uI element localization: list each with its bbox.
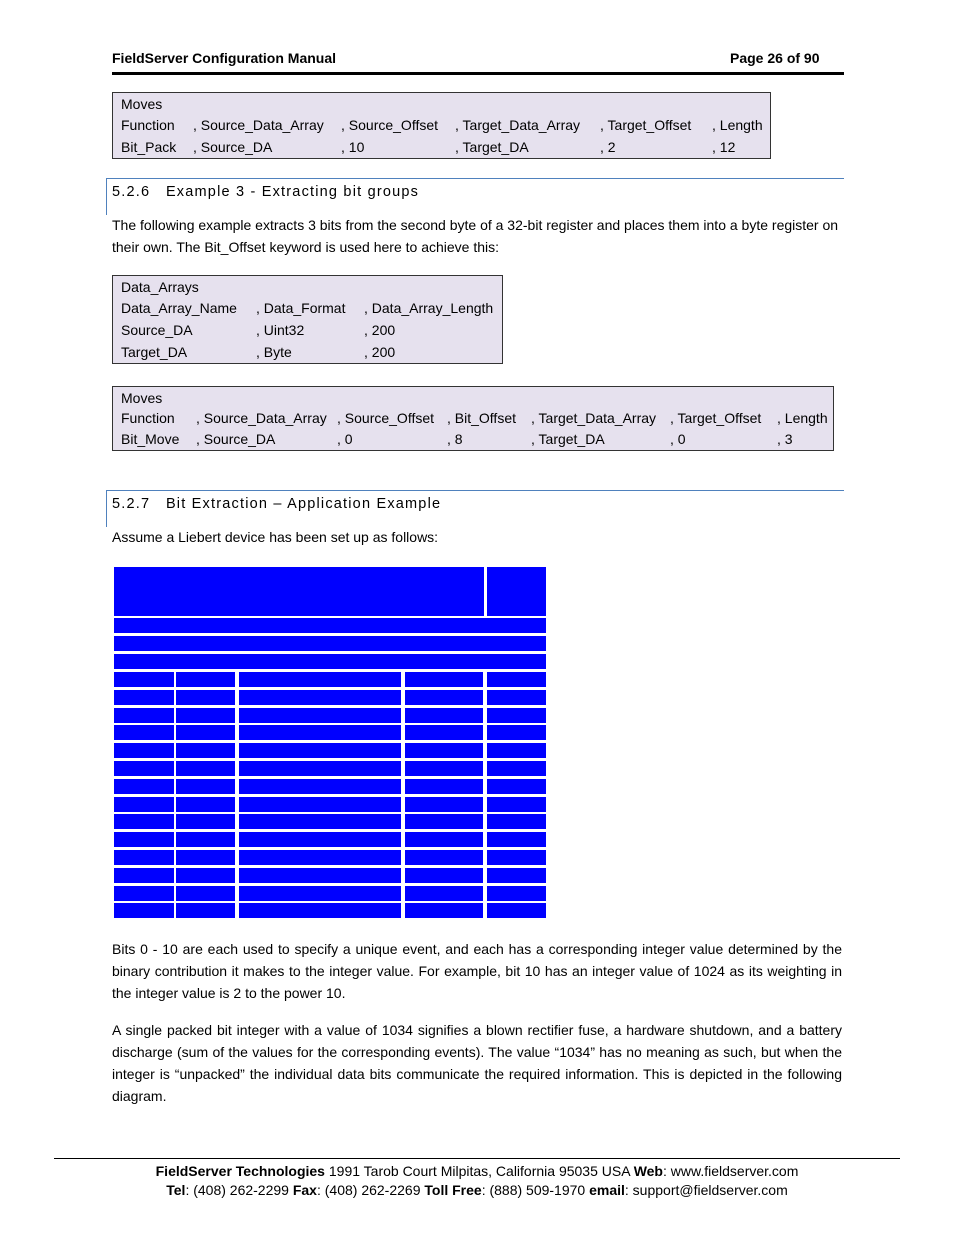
header-cell: , Source_Offset bbox=[341, 117, 439, 133]
table-cell bbox=[114, 850, 174, 865]
data-cell: , Target_DA bbox=[531, 431, 605, 447]
section-526-text: The following example extracts 3 bits from the second byte of a 32-bit register and places them into a byte register on their own. The Bit_Offset keyword is used here to achieve this: bbox=[112, 217, 839, 255]
table-cell bbox=[487, 690, 546, 705]
table-cell bbox=[239, 886, 401, 901]
section-527-intro: Assume a Liebert device has been set up as follows: bbox=[112, 529, 439, 545]
data-cell: Source_DA bbox=[121, 322, 193, 338]
table-cell bbox=[487, 725, 546, 740]
footer-email-label: email bbox=[589, 1182, 625, 1198]
table-cell bbox=[239, 779, 401, 794]
table-cell bbox=[114, 761, 174, 776]
footer-web: : www.fieldserver.com bbox=[663, 1163, 799, 1179]
table-cell bbox=[405, 725, 483, 740]
page-number: Page 26 of 90 bbox=[730, 50, 820, 66]
data-cell: , 200 bbox=[364, 344, 396, 360]
table-cell bbox=[487, 903, 546, 918]
table-cell bbox=[239, 814, 401, 829]
section-number: 5.2.6 bbox=[112, 184, 151, 200]
table-cell bbox=[405, 832, 483, 847]
table-cell bbox=[114, 708, 174, 723]
footer-tollfree: : (888) 509-1970 bbox=[481, 1182, 590, 1198]
table-cell bbox=[405, 761, 483, 776]
section-rule bbox=[106, 490, 844, 491]
data-cell: , 0 bbox=[670, 431, 686, 447]
table-cell bbox=[405, 779, 483, 794]
table-cell bbox=[176, 886, 235, 901]
table-cell bbox=[114, 672, 174, 687]
table-cell bbox=[239, 743, 401, 758]
footer-company: FieldServer Technologies bbox=[155, 1163, 325, 1179]
section-rule bbox=[106, 178, 844, 179]
table-cell bbox=[176, 779, 235, 794]
table-cell bbox=[405, 814, 483, 829]
table-cell bbox=[239, 690, 401, 705]
table-cell bbox=[487, 886, 546, 901]
table-cell bbox=[487, 761, 546, 776]
table-cell bbox=[405, 690, 483, 705]
table-cell bbox=[405, 672, 483, 687]
table-cell bbox=[487, 779, 546, 794]
section-rule-left bbox=[106, 178, 107, 215]
header-cell: , Bit_Offset bbox=[447, 410, 516, 426]
section-heading bbox=[112, 184, 419, 200]
table-cell bbox=[176, 725, 235, 740]
table-cell bbox=[114, 779, 174, 794]
table-cell bbox=[487, 672, 546, 687]
header-cell: , Data_Format bbox=[256, 300, 346, 316]
moves-pack-title: Moves bbox=[121, 96, 163, 112]
header-cell: , Length bbox=[777, 410, 828, 426]
table-cell bbox=[176, 743, 235, 758]
footer-fax-label: Fax bbox=[292, 1182, 317, 1198]
table-cell bbox=[176, 903, 235, 918]
table-cell bbox=[487, 832, 546, 847]
table-cell bbox=[487, 743, 546, 758]
table-cell bbox=[114, 903, 174, 918]
table-cell bbox=[114, 886, 174, 901]
footer-tel-label: Tel bbox=[166, 1182, 186, 1198]
table-header-cell bbox=[114, 567, 484, 616]
header-cell: Function bbox=[121, 410, 175, 426]
table-cell bbox=[176, 761, 235, 776]
table-cell bbox=[239, 797, 401, 812]
data-arrays-box bbox=[112, 275, 503, 364]
section-heading bbox=[112, 496, 441, 512]
table-cell bbox=[487, 868, 546, 883]
moves-bit-box bbox=[112, 386, 834, 451]
data-cell: , 10 bbox=[341, 139, 365, 155]
footer-web-label: Web bbox=[633, 1163, 663, 1179]
moves-bit-title: Moves bbox=[121, 390, 163, 406]
footer-line-address bbox=[0, 1163, 954, 1179]
table-cell bbox=[487, 797, 546, 812]
table-cell bbox=[114, 743, 174, 758]
data-cell: , Source_DA bbox=[193, 139, 273, 155]
table-cell bbox=[405, 903, 483, 918]
data-cell: , 2 bbox=[600, 139, 616, 155]
data-cell: , Source_DA bbox=[196, 431, 276, 447]
table-cell bbox=[239, 708, 401, 723]
header-cell: , Source_Data_Array bbox=[196, 410, 327, 426]
data-cell: , Uint32 bbox=[256, 322, 305, 338]
data-cell: , 0 bbox=[337, 431, 353, 447]
section-title: Bit Extraction – Application Example bbox=[165, 496, 442, 512]
table-cell bbox=[114, 832, 174, 847]
header-cell: , Source_Data_Array bbox=[193, 117, 324, 133]
footer-fax: : (408) 262-2269 bbox=[316, 1182, 425, 1198]
table-cell bbox=[239, 725, 401, 740]
table-cell bbox=[239, 832, 401, 847]
table-cell bbox=[176, 814, 235, 829]
table-full-row bbox=[114, 654, 546, 669]
footer-line-contact bbox=[0, 1182, 954, 1198]
table-cell bbox=[176, 797, 235, 812]
table-cell bbox=[405, 743, 483, 758]
section-rule-left bbox=[106, 490, 107, 527]
header-cell: , Data_Array_Length bbox=[364, 300, 494, 316]
table-cell bbox=[405, 708, 483, 723]
header-cell: , Target_Data_Array bbox=[455, 117, 581, 133]
table-cell bbox=[239, 868, 401, 883]
table-full-row bbox=[114, 618, 546, 633]
paragraph-bits: Bits 0 - 10 are each used to specify a unique event, and each has a corresponding integer value determined by the binary contribution it makes to the integer value. For example, bit 10 has an integer value of 1024 as its weighting in the integer value is 2 to the power 10. bbox=[112, 941, 842, 1001]
header-divider bbox=[112, 72, 844, 75]
table-cell bbox=[176, 690, 235, 705]
header-cell: , Source_Offset bbox=[337, 410, 435, 426]
header-cell: Data_Array_Name bbox=[121, 300, 237, 316]
table-cell bbox=[114, 814, 174, 829]
header-cell: Function bbox=[121, 117, 175, 133]
data-arrays-title: Data_Arrays bbox=[121, 279, 199, 295]
footer-tel: : (408) 262-2299 bbox=[185, 1182, 293, 1198]
table-cell bbox=[176, 868, 235, 883]
table-cell bbox=[239, 850, 401, 865]
data-cell: , Target_DA bbox=[455, 139, 529, 155]
data-cell: , 12 bbox=[712, 139, 736, 155]
table-cell bbox=[239, 761, 401, 776]
header-cell: , Target_Offset bbox=[600, 117, 692, 133]
footer-divider bbox=[54, 1158, 900, 1159]
paragraph-packed-integer: A single packed bit integer with a value of 1034 signifies a blown rectifier fuse, a hardware shutdown, and a battery discharge (sum of the values for the corresponding events). The value “1034” has no meaning as such, but when the integer is “unpacked” the individual data bits communicate the required information. This is depicted in the following diagram. bbox=[112, 1022, 842, 1104]
table-cell bbox=[114, 868, 174, 883]
data-cell: Target_DA bbox=[121, 344, 188, 360]
header-cell: , Target_Data_Array bbox=[531, 410, 657, 426]
data-cell: Bit_Pack bbox=[121, 139, 177, 155]
header-cell: , Target_Offset bbox=[670, 410, 762, 426]
table-cell bbox=[176, 708, 235, 723]
table-cell bbox=[114, 725, 174, 740]
table-cell bbox=[487, 814, 546, 829]
table-cell bbox=[114, 690, 174, 705]
table-cell bbox=[176, 850, 235, 865]
table-header-cell bbox=[487, 567, 546, 616]
table-cell bbox=[239, 672, 401, 687]
table-cell bbox=[405, 850, 483, 865]
data-cell: , 8 bbox=[447, 431, 463, 447]
section-number: 5.2.7 bbox=[112, 496, 151, 512]
table-cell bbox=[487, 708, 546, 723]
liebert-device-table bbox=[112, 565, 547, 920]
table-full-row bbox=[114, 636, 546, 651]
manual-title: FieldServer Configuration Manual bbox=[112, 50, 337, 66]
footer-email: : support@fieldserver.com bbox=[624, 1182, 788, 1198]
header-cell: , Length bbox=[712, 117, 763, 133]
table-cell bbox=[405, 797, 483, 812]
moves-pack-box bbox=[112, 92, 771, 159]
table-cell bbox=[176, 832, 235, 847]
table-cell bbox=[114, 797, 174, 812]
data-cell: , Byte bbox=[256, 344, 292, 360]
table-cell bbox=[176, 672, 235, 687]
data-cell: , 3 bbox=[777, 431, 793, 447]
table-cell bbox=[405, 886, 483, 901]
table-cell bbox=[405, 868, 483, 883]
table-cell bbox=[239, 903, 401, 918]
data-cell: , 200 bbox=[364, 322, 396, 338]
footer-tollfree-label: Toll Free bbox=[424, 1182, 482, 1198]
data-cell: Bit_Move bbox=[121, 431, 180, 447]
footer-address: 1991 Tarob Court Milpitas, California 95035 USA bbox=[324, 1163, 634, 1179]
section-title: Example 3 - Extracting bit groups bbox=[165, 184, 420, 200]
table-cell bbox=[487, 850, 546, 865]
